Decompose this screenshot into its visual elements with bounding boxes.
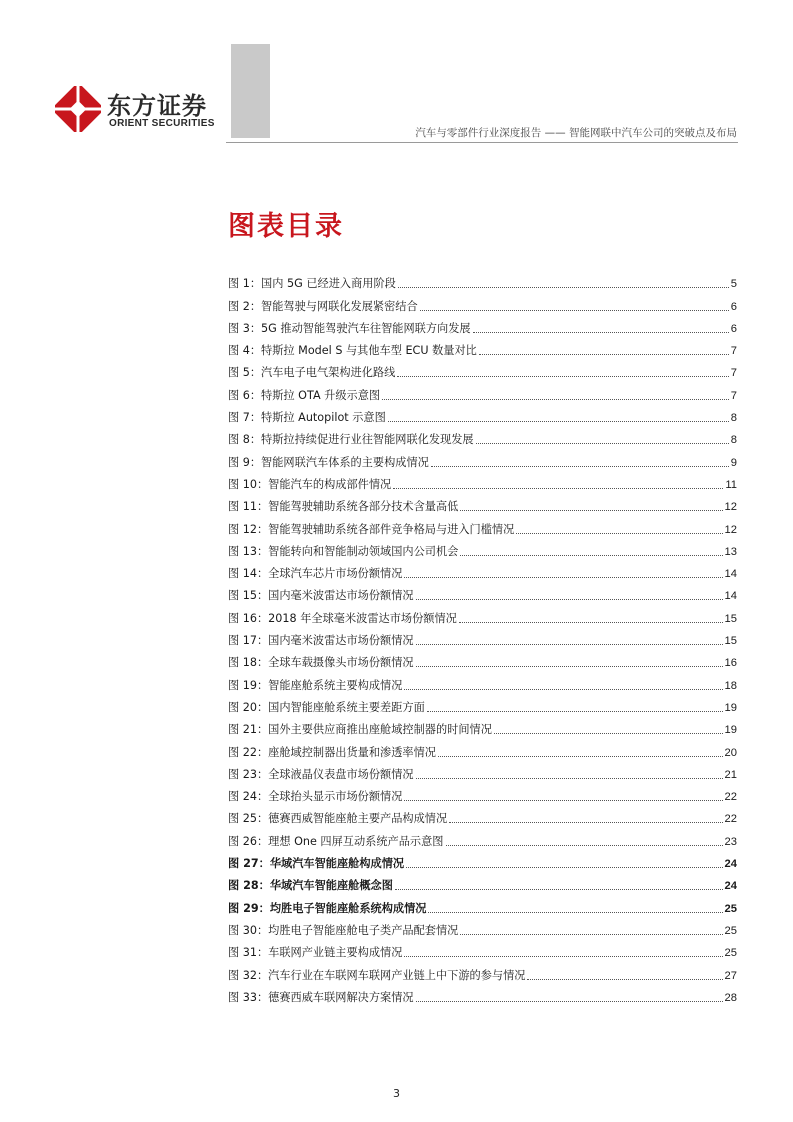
toc-entry-label: 图 32：汽车行业在车联网车联网产业链上中下游的参与情况 bbox=[228, 968, 526, 982]
toc-entry[interactable] bbox=[228, 693, 737, 715]
toc-entry-leader bbox=[460, 510, 722, 511]
toc-entry-leader bbox=[393, 488, 723, 489]
toc-entry-label: 图 29：均胜电子智能座舱系统构成情况 bbox=[228, 901, 427, 915]
toc-entry[interactable] bbox=[228, 871, 737, 893]
toc-entry-page: 8 bbox=[730, 412, 737, 425]
toc-entry-leader bbox=[460, 934, 722, 935]
toc-entry-leader bbox=[395, 889, 723, 890]
toc-entry[interactable] bbox=[228, 983, 737, 1005]
toc-entry-page: 7 bbox=[730, 367, 737, 380]
toc-entry-leader bbox=[416, 1001, 723, 1002]
toc-entry-label: 图 6：特斯拉 OTA 升级示意图 bbox=[228, 388, 381, 402]
toc-entry[interactable] bbox=[228, 425, 737, 447]
toc-entry-page: 11 bbox=[725, 478, 737, 491]
toc-entry[interactable] bbox=[228, 648, 737, 670]
toc-entry-leader bbox=[404, 577, 722, 578]
toc-entry-page: 15 bbox=[724, 635, 737, 648]
toc-entry-page: 20 bbox=[724, 746, 737, 759]
toc-entry-label: 图 5：汽车电子电气架构进化路线 bbox=[228, 366, 396, 380]
toc-entry-leader bbox=[420, 310, 729, 311]
toc-entry-page: 27 bbox=[724, 969, 737, 982]
toc-entry-page: 25 bbox=[724, 902, 737, 915]
toc-entry-label: 图 31：车联网产业链主要构成情况 bbox=[228, 946, 403, 960]
toc-entry[interactable] bbox=[228, 403, 737, 425]
toc-entry-leader bbox=[473, 332, 729, 333]
toc-entry-page: 25 bbox=[724, 947, 737, 960]
toc-entry-leader bbox=[460, 555, 722, 556]
toc-entry-label: 图 15：国内毫米波雷达市场份额情况 bbox=[228, 589, 414, 603]
toc-entry[interactable] bbox=[228, 626, 737, 648]
toc-entry-label: 图 17：国内毫米波雷达市场份额情况 bbox=[228, 634, 414, 648]
toc-entry-label: 图 27：华域汽车智能座舱构成情况 bbox=[228, 857, 405, 871]
toc-entry-page: 22 bbox=[724, 791, 737, 804]
toc-entry-label: 图 26：理想 One 四屏互动系统产品示意图 bbox=[228, 834, 444, 848]
toc-entry[interactable] bbox=[228, 893, 737, 915]
toc-entry-page: 21 bbox=[724, 768, 737, 781]
toc-entry-leader bbox=[416, 644, 723, 645]
toc-entry-leader bbox=[527, 979, 722, 980]
toc-entry[interactable] bbox=[228, 559, 737, 581]
toc-entry[interactable] bbox=[228, 960, 737, 982]
toc-entry-leader bbox=[416, 778, 723, 779]
toc-entry[interactable] bbox=[228, 804, 737, 826]
orient-logo-icon bbox=[55, 86, 101, 132]
toc-entry[interactable] bbox=[228, 492, 737, 514]
toc-list bbox=[228, 269, 737, 1005]
toc-entry-leader bbox=[404, 956, 722, 957]
toc-entry-leader bbox=[398, 287, 729, 288]
toc-entry-leader bbox=[404, 800, 722, 801]
toc-entry-page: 12 bbox=[724, 523, 737, 536]
header-divider bbox=[226, 142, 738, 143]
toc-entry[interactable] bbox=[228, 849, 737, 871]
toc-entry-label: 图 18：全球车载摄像头市场份额情况 bbox=[228, 656, 414, 670]
toc-entry-page: 24 bbox=[724, 880, 737, 893]
toc-entry-label: 图 28：华域汽车智能座舱概念图 bbox=[228, 879, 393, 893]
toc-entry-leader bbox=[459, 622, 723, 623]
logo-chinese-name: 东方证券 bbox=[107, 92, 207, 120]
toc-entry-page: 19 bbox=[724, 701, 737, 714]
toc-entry-page: 8 bbox=[730, 434, 737, 447]
toc-entry-leader bbox=[431, 466, 729, 467]
toc-entry[interactable] bbox=[228, 760, 737, 782]
toc-heading: 图表目录 bbox=[228, 211, 344, 242]
toc-entry-page: 28 bbox=[724, 991, 737, 1004]
toc-entry-label: 图 3：5G 推动智能驾驶汽车往智能网联方向发展 bbox=[228, 321, 471, 335]
toc-entry-label: 图 25：德赛西威智能座舱主要产品构成情况 bbox=[228, 812, 448, 826]
toc-entry-leader bbox=[427, 711, 723, 712]
toc-entry-page: 9 bbox=[730, 456, 737, 469]
toc-entry-label: 图 23：全球液晶仪表盘市场份额情况 bbox=[228, 767, 414, 781]
toc-entry[interactable] bbox=[228, 581, 737, 603]
toc-entry-leader bbox=[516, 533, 722, 534]
toc-entry-label: 图 19：智能座舱系统主要构成情况 bbox=[228, 678, 403, 692]
toc-entry-page: 14 bbox=[724, 568, 737, 581]
toc-entry-label: 图 30：均胜电子智能座舱电子类产品配套情况 bbox=[228, 923, 459, 937]
toc-entry[interactable] bbox=[228, 470, 737, 492]
logo-english-name: ORIENT SECURITIES bbox=[109, 118, 215, 129]
toc-entry-page: 23 bbox=[724, 835, 737, 848]
company-logo bbox=[55, 86, 230, 134]
toc-entry-leader bbox=[428, 912, 722, 913]
toc-entry[interactable] bbox=[228, 380, 737, 402]
toc-entry[interactable] bbox=[228, 291, 737, 313]
toc-entry-leader bbox=[416, 599, 723, 600]
toc-entry-page: 19 bbox=[724, 724, 737, 737]
toc-entry-page: 22 bbox=[724, 813, 737, 826]
toc-entry[interactable] bbox=[228, 603, 737, 625]
toc-entry[interactable] bbox=[228, 358, 737, 380]
toc-entry[interactable] bbox=[228, 715, 737, 737]
toc-entry-leader bbox=[438, 756, 723, 757]
toc-entry-page: 5 bbox=[730, 278, 737, 291]
toc-entry[interactable] bbox=[228, 938, 737, 960]
toc-entry-label: 图 22：座舱域控制器出货量和渗透率情况 bbox=[228, 745, 436, 759]
toc-entry-leader bbox=[388, 421, 729, 422]
toc-entry-label: 图 12：智能驾驶辅助系统各部件竞争格局与进入门槛情况 bbox=[228, 522, 515, 536]
toc-entry-leader bbox=[446, 845, 723, 846]
toc-entry-page: 25 bbox=[724, 924, 737, 937]
toc-entry-page: 16 bbox=[724, 657, 737, 670]
toc-entry-leader bbox=[416, 666, 723, 667]
header-decor-bar bbox=[231, 44, 270, 138]
toc-entry[interactable] bbox=[228, 514, 737, 536]
toc-entry-label: 图 2：智能驾驶与网联化发展紧密结合 bbox=[228, 299, 418, 313]
toc-entry-label: 图 33：德赛西威车联网解决方案情况 bbox=[228, 990, 414, 1004]
toc-entry-label: 图 8：特斯拉持续促进行业往智能网联化发现发展 bbox=[228, 433, 474, 447]
toc-entry[interactable] bbox=[228, 782, 737, 804]
toc-entry-leader bbox=[449, 822, 722, 823]
toc-entry-label: 图 16：2018 年全球毫米波雷达市场份额情况 bbox=[228, 611, 457, 625]
toc-entry[interactable] bbox=[228, 336, 737, 358]
toc-entry-page: 15 bbox=[724, 612, 737, 625]
toc-entry-page: 14 bbox=[724, 590, 737, 603]
toc-entry-page: 18 bbox=[724, 679, 737, 692]
page-number: 3 bbox=[393, 1087, 400, 1100]
toc-entry-page: 24 bbox=[724, 858, 737, 871]
toc-entry-leader bbox=[479, 354, 729, 355]
toc-entry-page: 7 bbox=[730, 389, 737, 402]
toc-entry-leader bbox=[494, 733, 723, 734]
toc-entry[interactable] bbox=[228, 737, 737, 759]
toc-entry[interactable] bbox=[228, 269, 737, 291]
toc-entry-label: 图 13：智能转向和智能制动领域国内公司机会 bbox=[228, 544, 459, 558]
toc-entry-label: 图 9：智能网联汽车体系的主要构成情况 bbox=[228, 455, 429, 469]
toc-entry-page: 6 bbox=[730, 300, 737, 313]
toc-entry-label: 图 14：全球汽车芯片市场份额情况 bbox=[228, 567, 403, 581]
toc-entry[interactable] bbox=[228, 537, 737, 559]
toc-entry-leader bbox=[397, 376, 728, 377]
toc-entry-label: 图 20：国内智能座舱系统主要差距方面 bbox=[228, 700, 425, 714]
toc-entry-label: 图 7：特斯拉 Autopilot 示意图 bbox=[228, 411, 386, 425]
toc-entry-label: 图 21：国外主要供应商推出座舱域控制器的时间情况 bbox=[228, 723, 492, 737]
toc-entry-leader bbox=[382, 399, 729, 400]
toc-entry[interactable] bbox=[228, 916, 737, 938]
toc-entry-label: 图 11：智能驾驶辅助系统各部分技术含量高低 bbox=[228, 500, 459, 514]
toc-entry-label: 图 4：特斯拉 Model S 与其他车型 ECU 数量对比 bbox=[228, 344, 477, 358]
toc-entry-leader bbox=[476, 443, 729, 444]
toc-entry-page: 12 bbox=[724, 501, 737, 514]
toc-entry-leader bbox=[406, 867, 722, 868]
toc-entry-page: 6 bbox=[730, 322, 737, 335]
toc-entry[interactable] bbox=[228, 314, 737, 336]
toc-entry-page: 13 bbox=[724, 545, 737, 558]
toc-entry[interactable] bbox=[228, 670, 737, 692]
toc-entry[interactable] bbox=[228, 826, 737, 848]
toc-entry-label: 图 10：智能汽车的构成部件情况 bbox=[228, 477, 392, 491]
toc-entry[interactable] bbox=[228, 447, 737, 469]
report-header-title: 汽车与零部件行业深度报告 —— 智能网联中汽车公司的突破点及布局 bbox=[415, 127, 737, 139]
toc-entry-label: 图 1：国内 5G 已经进入商用阶段 bbox=[228, 277, 396, 291]
toc-entry-page: 7 bbox=[730, 345, 737, 358]
toc-entry-label: 图 24：全球抬头显示市场份额情况 bbox=[228, 790, 403, 804]
toc-entry-leader bbox=[404, 689, 722, 690]
